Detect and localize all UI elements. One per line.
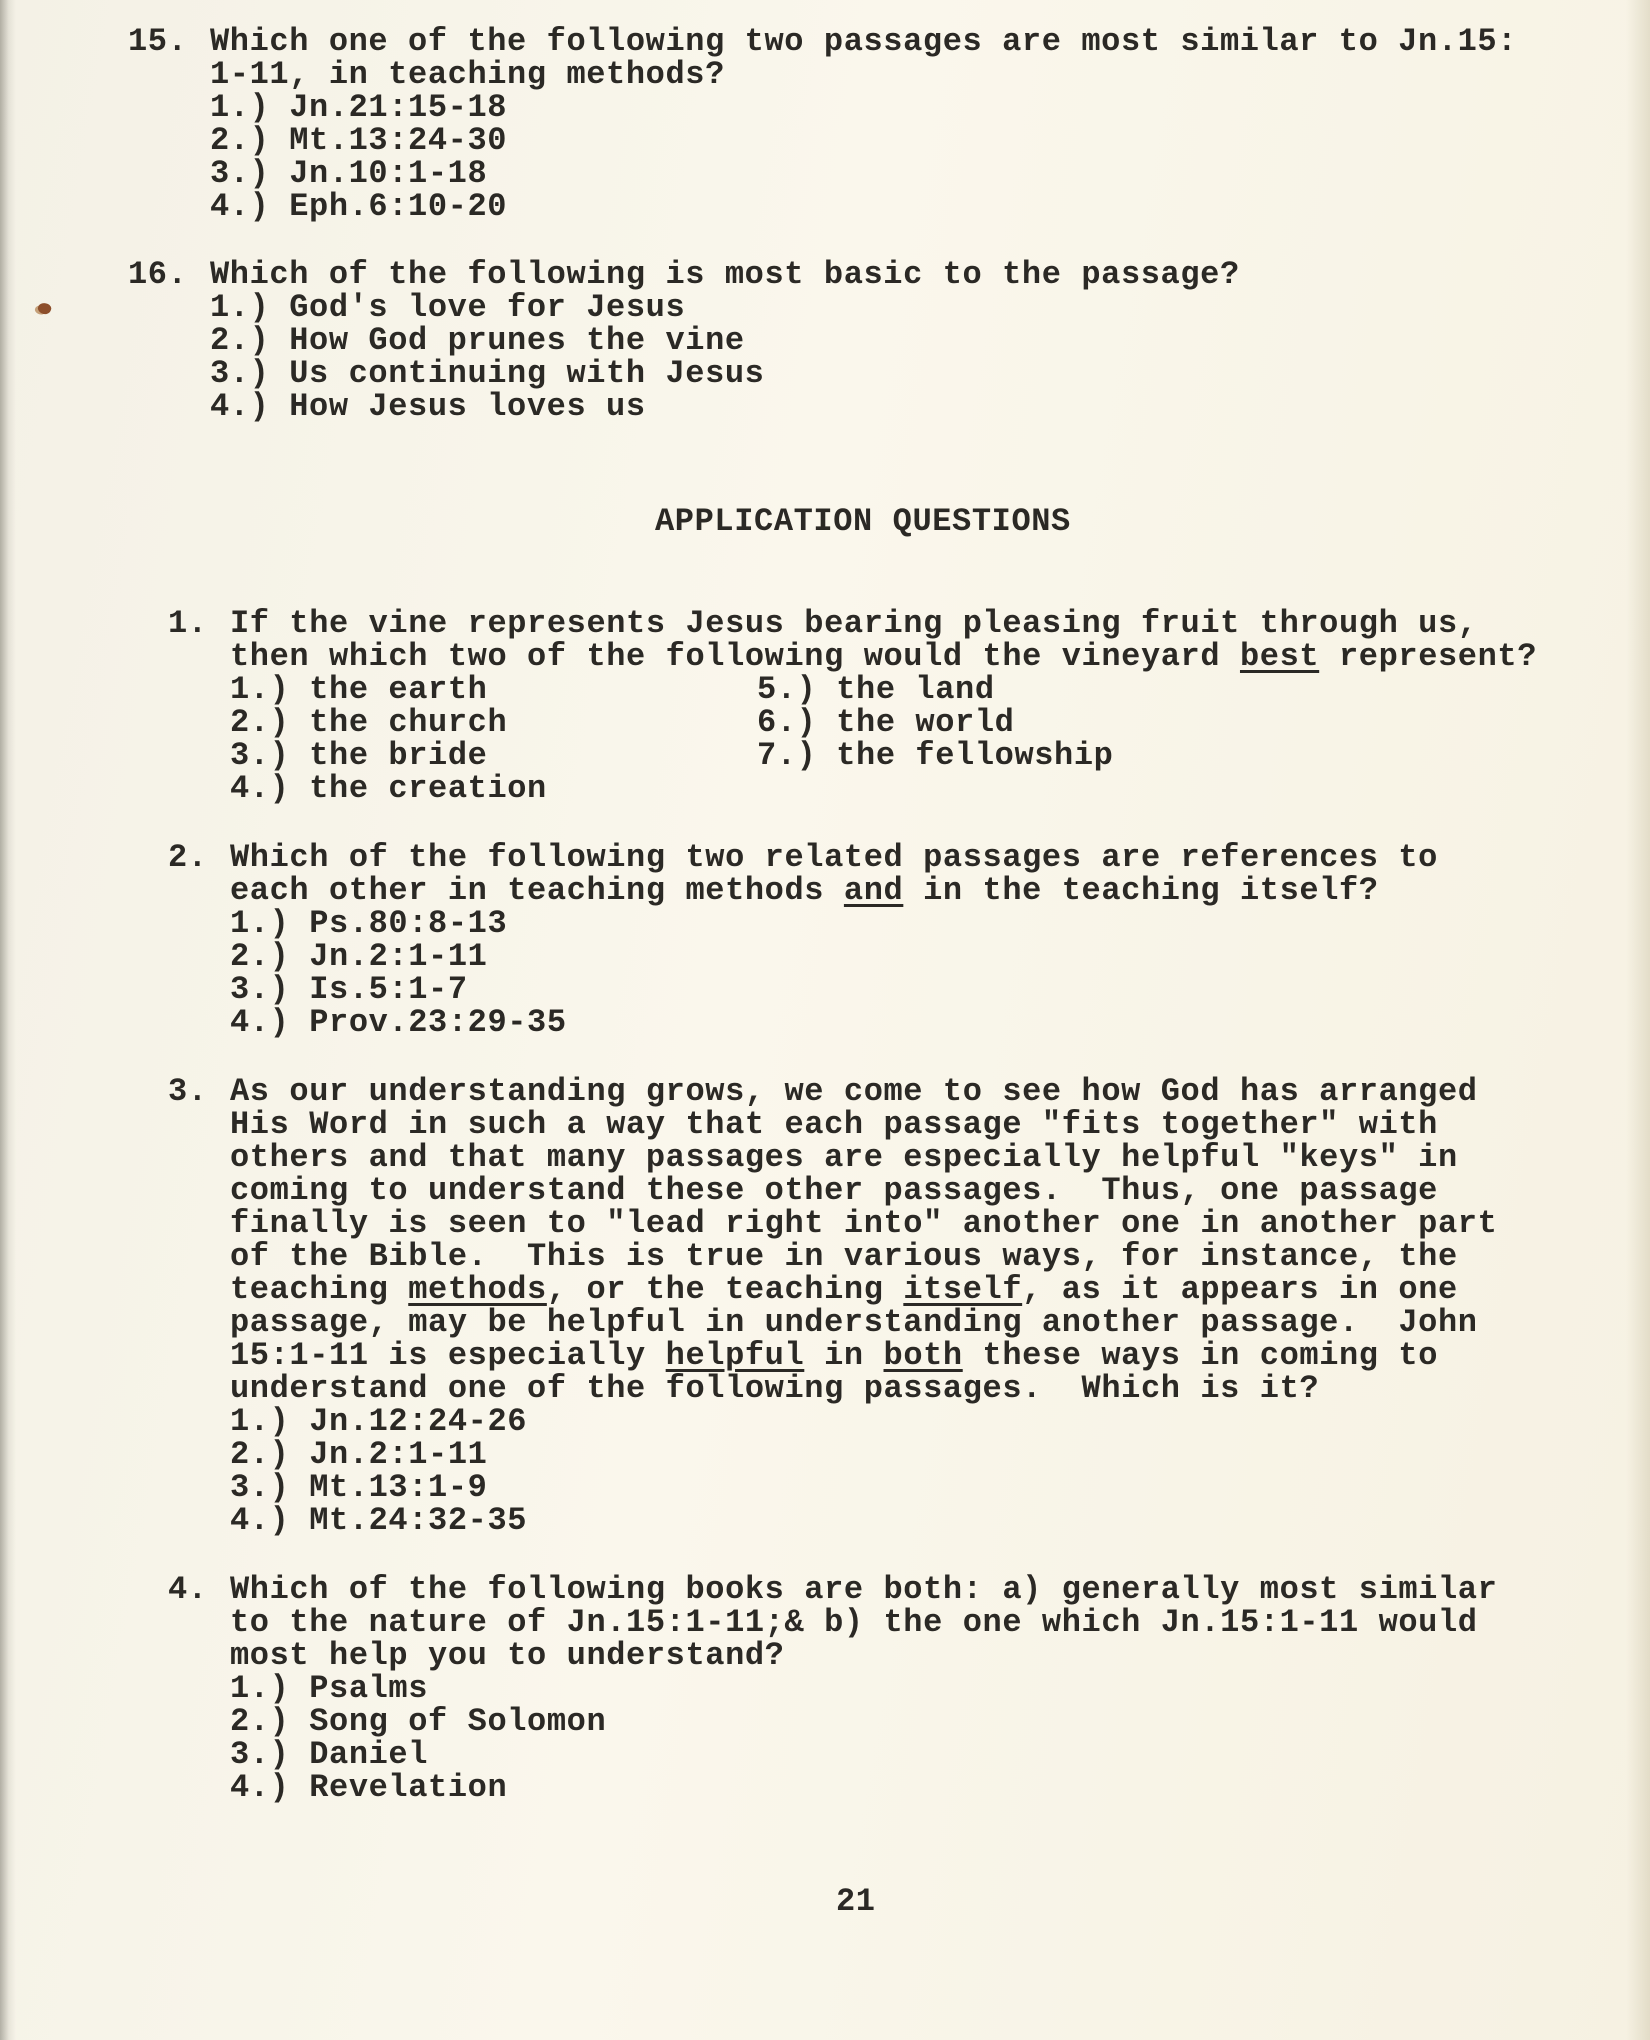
answer-option: [230, 940, 1438, 973]
text-run: 4.) How Jesus loves us: [210, 388, 646, 425]
text-run: 1.) God's love for Jesus: [210, 289, 686, 326]
text-run: 4.) Mt.24:32-35: [230, 1502, 528, 1539]
section-title: APPLICATION QUESTIONS: [655, 503, 1071, 540]
question-block: [128, 25, 1650, 223]
text-run: to the nature of Jn.15:1-11;& b) the one which Jn.15:1-11 would: [230, 1604, 1478, 1641]
answer-option: [230, 1672, 1497, 1705]
answer-option: [210, 291, 1240, 324]
text-run: 1.) Psalms: [230, 1670, 429, 1707]
question-body: [230, 607, 1537, 805]
answer-option: [210, 357, 1240, 390]
question-text-line: [230, 1639, 1497, 1672]
text-run: 3.) Daniel: [230, 1736, 429, 1773]
text-run: of the Bible. This is true in various ways, for instance, the: [230, 1238, 1458, 1275]
text-run: 3.) Jn.10:1-18: [210, 155, 488, 192]
text-run: As our understanding grows, we come to see how God has arranged: [230, 1073, 1478, 1110]
underlined-text: methods: [408, 1271, 547, 1308]
text-run: Which of the following books are both: a) generally most similar: [230, 1571, 1498, 1608]
answer-option: 5.) the land: [757, 671, 995, 708]
text-run: 1-11, in teaching methods?: [210, 56, 725, 93]
question-block: [168, 607, 1650, 805]
text-run: coming to understand these other passages. Thus, one passage: [230, 1172, 1438, 1209]
answer-option: [230, 973, 1438, 1006]
text-run: 2.) Mt.13:24-30: [210, 122, 508, 159]
answer-option: 4.) the creation: [230, 770, 547, 807]
answer-option-row: [230, 739, 1537, 772]
question-text-line: [210, 25, 1517, 58]
answer-option: 1.) the earth: [230, 671, 488, 708]
text-run: finally is seen to "lead right into" another one in another part: [230, 1205, 1498, 1242]
text-run: 2.) How God prunes the vine: [210, 322, 745, 359]
answer-option: [230, 1705, 1497, 1738]
underlined-text: both: [883, 1337, 963, 1374]
underlined-text: best: [1239, 638, 1320, 675]
answer-option-row: [230, 772, 1537, 805]
underlined-text: and: [843, 872, 904, 909]
answer-option: [210, 91, 1517, 124]
question-number: 15.: [128, 23, 188, 60]
question-text-line: [230, 1174, 1497, 1207]
answer-option: [210, 124, 1517, 157]
question-text-line: [230, 1141, 1497, 1174]
answer-option: [210, 157, 1517, 190]
answer-option: 6.) the world: [757, 704, 1015, 741]
text-run: 3.) Us continuing with Jesus: [210, 355, 765, 392]
text-run: these ways in coming to: [962, 1337, 1439, 1374]
question-text-line: [230, 1240, 1497, 1273]
question-text-line: [230, 607, 1537, 640]
question-text-line: [230, 1108, 1497, 1141]
answer-option: [210, 390, 1240, 423]
question-body: [230, 841, 1438, 1039]
text-run: 1.) Ps.80:8-13: [230, 905, 508, 942]
answer-option-row: [230, 706, 1537, 739]
text-run: 2.) Jn.2:1-11: [230, 938, 488, 975]
question-body: [210, 25, 1517, 223]
answer-option: 2.) the church: [230, 704, 508, 741]
question-body: [230, 1075, 1497, 1537]
answer-option: [230, 1771, 1497, 1804]
question-text-line: [230, 640, 1537, 673]
text-run: 3.) Mt.13:1-9: [230, 1469, 488, 1506]
text-run: If the vine represents Jesus bearing pleasing fruit through us,: [230, 605, 1478, 642]
text-run: each other in teaching methods: [230, 872, 844, 909]
text-run: teaching: [230, 1271, 409, 1308]
question-text-line: [230, 1075, 1497, 1108]
question-number: 16.: [128, 256, 188, 293]
text-run: Which of the following two related passages are references to: [230, 839, 1438, 876]
question-number: 3.: [168, 1073, 208, 1110]
answer-option: [210, 190, 1517, 223]
answer-option: [230, 1006, 1438, 1039]
question-text-line: [230, 1273, 1497, 1306]
question-text-line: [230, 1207, 1497, 1240]
answer-option: [230, 1504, 1497, 1537]
question-text-line: [210, 258, 1240, 291]
answer-option: [230, 1405, 1497, 1438]
question-number: 2.: [168, 839, 208, 876]
text-run: understand one of the following passages. Which is it?: [230, 1370, 1320, 1407]
answer-option-row: [230, 673, 1537, 706]
question-number: 1.: [168, 605, 208, 642]
answer-option: [230, 1471, 1497, 1504]
question-text-line: [230, 1306, 1497, 1339]
text-run: most help you to understand?: [230, 1637, 785, 1674]
question-block: [168, 841, 1650, 1039]
text-run: 15:1-11 is especially: [230, 1337, 666, 1374]
text-run: His Word in such a way that each passage "fits together" with: [230, 1106, 1438, 1143]
text-run: in: [804, 1337, 884, 1374]
text-run: , as it appears in one: [1022, 1271, 1458, 1308]
review-questions-section: [0, 25, 1650, 423]
question-text-line: [230, 1339, 1497, 1372]
text-run: 4.) Eph.6:10-20: [210, 188, 508, 225]
answer-option: [210, 324, 1240, 357]
underlined-text: itself: [903, 1271, 1023, 1308]
text-run: 1.) Jn.21:15-18: [210, 89, 508, 126]
question-text-line: [230, 1372, 1497, 1405]
answer-option: [230, 1438, 1497, 1471]
answer-option: [230, 907, 1438, 940]
text-run: 2.) Jn.2:1-11: [230, 1436, 488, 1473]
text-run: 1.) Jn.12:24-26: [230, 1403, 528, 1440]
question-text-line: [230, 1606, 1497, 1639]
text-run: passage, may be helpful in understanding another passage. John: [230, 1304, 1478, 1341]
question-number: 4.: [168, 1571, 208, 1608]
text-run: 2.) Song of Solomon: [230, 1703, 607, 1740]
text-run: Which one of the following two passages are most similar to Jn.15:: [210, 23, 1518, 60]
answer-option: [230, 1738, 1497, 1771]
text-run: represent?: [1319, 638, 1538, 675]
text-run: , or the teaching: [546, 1271, 904, 1308]
question-body: [210, 258, 1240, 423]
text-run: 3.) Is.5:1-7: [230, 971, 468, 1008]
answer-option: 3.) the bride: [230, 737, 488, 774]
text-run: 4.) Prov.23:29-35: [230, 1004, 567, 1041]
question-block: [128, 258, 1650, 423]
application-questions-section: [0, 607, 1650, 1804]
question-text-line: [230, 1573, 1497, 1606]
page-number: 21: [836, 1883, 876, 1920]
text-run: then which two of the following would the vineyard: [230, 638, 1240, 675]
question-text-line: [210, 58, 1517, 91]
question-text-line: [230, 874, 1438, 907]
text-run: in the teaching itself?: [903, 872, 1379, 909]
question-block: [168, 1573, 1650, 1804]
question-body: [230, 1573, 1497, 1804]
question-block: [168, 1075, 1650, 1537]
answer-option: 7.) the fellowship: [757, 737, 1114, 774]
question-text-line: [230, 841, 1438, 874]
underlined-text: helpful: [665, 1337, 805, 1374]
text-run: Which of the following is most basic to the passage?: [210, 256, 1240, 293]
text-run: others and that many passages are especially helpful "keys" in: [230, 1139, 1458, 1176]
text-run: 4.) Revelation: [230, 1769, 508, 1806]
